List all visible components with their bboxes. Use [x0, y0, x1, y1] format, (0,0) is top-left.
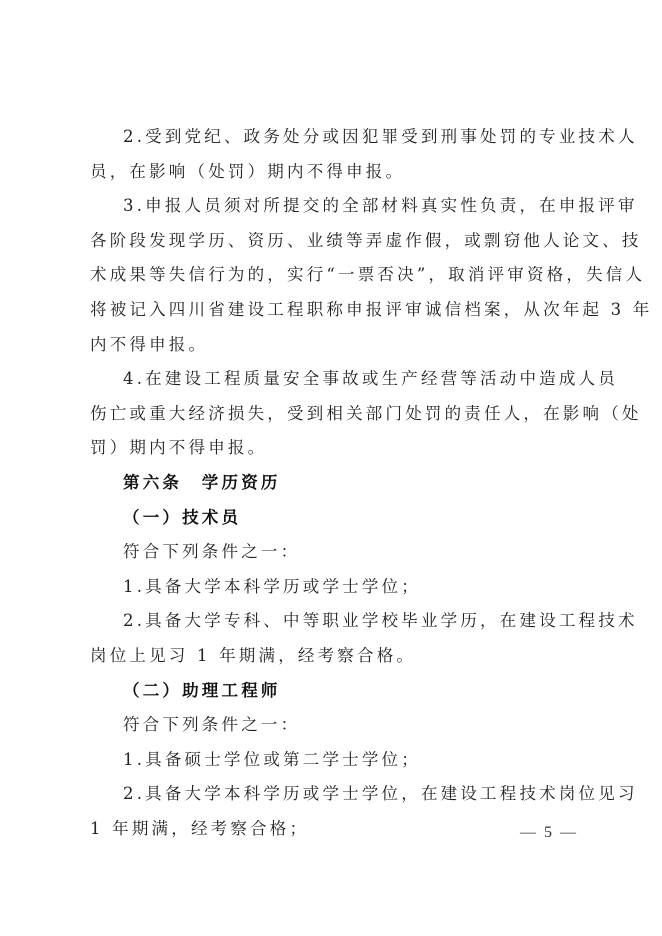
article-heading: 第六条 学历资历 [123, 472, 281, 492]
text-line: 术成果等失信行为的，实行“一票否决”，取消评审资格，失信人 [90, 265, 646, 285]
text-line: 罚）期内不得申报。 [90, 438, 268, 458]
text-line: 将被记入四川省建设工程职称申报评审诚信档案，从次年起 3 年 [90, 299, 653, 319]
text-line: 2.具备大学本科学历或学士学位，在建设工程技术岗位见习 [123, 784, 638, 804]
body-text [90, 120, 653, 846]
text-line: 1.具备硕士学位或第二学士学位； [123, 749, 421, 769]
text-line: 员，在影响（处罚）期内不得申报。 [90, 161, 406, 181]
text-line: 1.具备大学本科学历或学士学位； [123, 576, 421, 596]
section-heading-technician: （一）技术员 [123, 507, 242, 527]
text-line: 3.申报人员须对所提交的全部材料真实性负责，在申报评审 [123, 196, 638, 216]
text-line: 各阶段发现学历、资历、业绩等弄虚作假，或剽窃他人论文、技 [90, 230, 642, 250]
page-number: — 5 — [520, 824, 578, 841]
text-line: 符合下列条件之一： [123, 715, 301, 735]
text-line: 符合下列条件之一： [123, 542, 301, 562]
text-line: 2.具备大学专科、中等职业学校毕业学历，在建设工程技术 [123, 611, 638, 631]
text-line: 内不得申报。 [90, 334, 209, 354]
text-line: 4.在建设工程质量安全事故或生产经营等活动中造成人员 [123, 369, 618, 389]
text-line: 1 年期满，经考察合格； [90, 818, 310, 838]
text-line: 伤亡或重大经济损失，受到相关部门处罚的责任人，在影响（处 [90, 403, 642, 423]
text-line: 岗位上见习 1 年期满，经考察合格。 [90, 645, 417, 665]
text-line: 2.受到党纪、政务处分或因犯罪受到刑事处罚的专业技术人 [123, 127, 638, 146]
section-heading-assistant-engineer: （二）助理工程师 [123, 680, 281, 700]
